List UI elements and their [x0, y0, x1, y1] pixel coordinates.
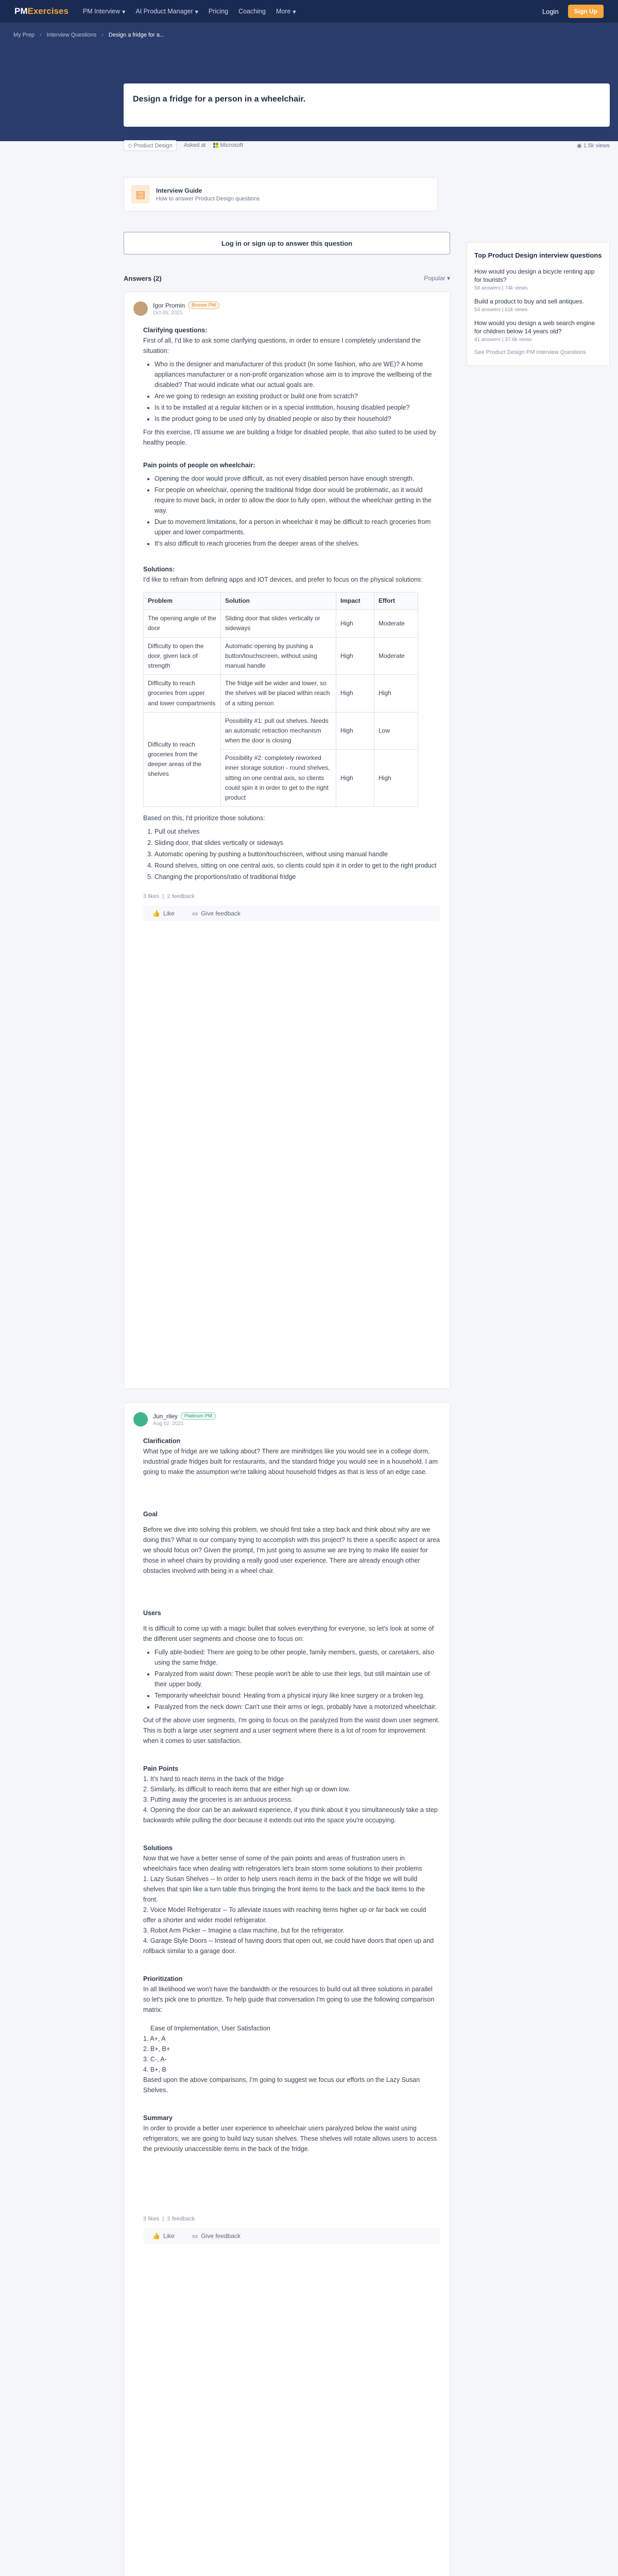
table-cell: High [336, 637, 374, 675]
paragraph: It is difficult to come up with a magic bullet that solves everything for everyone, so let's look at some of the different user segments and choose one to focus on: [143, 1625, 434, 1642]
give-feedback-button[interactable] [192, 910, 241, 917]
section-heading: Summary [143, 2114, 173, 2122]
view-count-text: 1.5k views [583, 142, 610, 149]
list-item: • It's also difficult to reach groceries from the deeper areas of the shelves. [154, 538, 440, 549]
table-cell: High [336, 610, 374, 637]
list-item: 5. Changing the proportions/ratio of traditional fridge [154, 872, 440, 882]
section-heading: Goal [143, 1511, 158, 1518]
table-cell: High [336, 750, 374, 807]
list-item: 1. Pull out shelves [154, 826, 440, 837]
list-item: 4. Round shelves, sitting on one central axis, so clients could spin it in order to get to the right product [154, 860, 440, 871]
eye-icon: ◉ [576, 142, 583, 149]
nav-menu [83, 8, 542, 15]
nav-coaching[interactable] [238, 8, 266, 15]
table-cell: Possibility #2: completely reworked inner storage solution - round shelves, sitting on one central axis, so clients could spin it in order to get to the right product [221, 750, 336, 807]
paragraph: For this exercise, I'll assume we are building a fridge for disabled people, that also suited to be used by healthy people. [143, 429, 436, 446]
table-cell: The fridge will be wider and lower, so the shelves will be placed within reach of a sitting person [221, 675, 336, 713]
breadcrumb-separator: › [39, 32, 42, 38]
paragraph: Based on this, I'd prioritize those solutions: [143, 815, 265, 822]
feedback-count[interactable]: 3 feedback [167, 2216, 195, 2222]
breadcrumb [13, 32, 605, 38]
table-row [144, 610, 418, 637]
avatar[interactable] [133, 1412, 148, 1427]
section-heading: Pain points of people on wheelchair: [143, 462, 255, 469]
nav-label: Pricing [208, 8, 229, 15]
nav-label: PM Interview [82, 8, 121, 15]
column-header: Solution [221, 592, 336, 610]
top-questions-sidebar [467, 242, 610, 366]
table-cell: High [336, 712, 374, 750]
list-item: • For people on wheelchair, opening the traditional fridge door would be problematic, as it would require to move back, in order to allow the door to fully open, without the wheelchair getting in the way. [154, 485, 440, 516]
sidebar-question-link[interactable]: How would you design a bicycle renting app for tourists? [474, 267, 595, 283]
list-item: • Temporarily wheelchair bound: Healing from a physical injury like knee surgery or a broken leg. [154, 1690, 440, 1701]
comment-icon: ▭ [192, 2232, 198, 2240]
table-cell: Difficulty to reach groceries from the deeper areas of the shelves [144, 712, 221, 807]
feedback-label: Give feedback [201, 2232, 241, 2240]
chevron-down-icon: ▾ [447, 275, 450, 282]
avatar[interactable] [133, 301, 148, 316]
author-name[interactable]: Igor Promin [153, 301, 185, 309]
paragraph: 1. A+, A [143, 2035, 166, 2042]
table-header-row [144, 592, 418, 610]
section-heading: Solutions [143, 1844, 173, 1852]
list-item: 2. Sliding door, that slides vertically or sideways [154, 838, 440, 848]
bullet-list [154, 1647, 440, 1712]
chevron-down-icon: ▾ [293, 8, 296, 15]
answer-header [133, 301, 440, 316]
section-heading: Pain Points [143, 1765, 179, 1772]
section-heading: Prioritization [143, 1975, 183, 1982]
list-item: • Paralyzed from the neck down: Can't use their arms or legs, probably have a motorized wheelchair. [154, 1702, 440, 1712]
list-item: • Is the product going to be used only by disabled people or also by their household? [154, 414, 440, 424]
table-cell: High [374, 750, 418, 807]
answer-actions [143, 906, 440, 921]
answers-header [124, 275, 450, 282]
signup-button[interactable]: Sign Up [568, 5, 604, 18]
answer-date: Oct 05, 2021 [153, 310, 183, 316]
like-label: Like [163, 910, 175, 918]
table-cell: Automatic opening by pushing a button/touchscreen, without using manual handle [221, 637, 336, 675]
list-item: 3. Automatic opening by pushing a button/touchscreen, without using manual handle [154, 849, 440, 859]
paragraph: 4. Opening the door can be an awkward experience, if you think about it you simultaneously take a step backwards while pulling the door because it extends out into the space you're occupying. [143, 1806, 438, 1824]
author-name[interactable]: Jun_riley [153, 1412, 178, 1420]
list-item: • Due to movement limitations, for a person in wheelchair it may be difficult to reach groceries from upper and lower compartments. [154, 517, 440, 537]
list-item: • Opening the door would prove difficult, as not every disabled person have enough strength. [154, 473, 440, 484]
section-heading: Users [143, 1609, 161, 1617]
breadcrumb-current: Design a fridge for a... [108, 32, 165, 38]
answer-stats: 3 likes | 2 feedback [143, 893, 195, 900]
chevron-down-icon: ▾ [195, 8, 198, 15]
nav-more[interactable] [276, 8, 296, 15]
answer-body [133, 325, 440, 882]
table-cell: Possibility #1: pull out shelves. Needs an automatic retraction mechanism when the door is closing [221, 712, 336, 750]
microsoft-logo-icon [213, 143, 218, 148]
question-meta [124, 135, 610, 156]
paragraph: 1. It's hard to reach items in the back of the fridge [143, 1775, 284, 1783]
sort-dropdown[interactable] [424, 275, 450, 282]
interview-guide-card[interactable] [124, 177, 438, 211]
answer-header [133, 1412, 440, 1427]
paragraph: 2. Voice Model Refrigerator -- To alleviate issues with reaching items higher up or far back we could offer a shorter and wider model refrigerator. [143, 1906, 426, 1924]
paragraph: 3. Robot Arm Picker -- Imagine a claw machine, but for the refrigerator. [143, 1927, 345, 1934]
table-cell: Difficulty to reach groceries from upper and lower compartments [144, 675, 221, 713]
book-icon: ▤ [131, 185, 150, 204]
feedback-label: Give feedback [201, 910, 241, 918]
nav-pricing[interactable] [209, 8, 228, 15]
sidebar-question-meta: 58 answers | 74k views [474, 285, 528, 291]
view-count [577, 142, 610, 149]
sidebar-question-link[interactable]: Build a product to buy and sell antiques. [474, 297, 584, 305]
paragraph: 2. B+, B+ [143, 2045, 170, 2053]
thumbs-up-icon: 👍 [152, 2232, 160, 2240]
paragraph: In all likelihood we won't have the bandwidth or the resources to build out all three solutions in parallel so let's pick one to prioritize. To help guide that conversation I'm going to use the following comparison matrix: [143, 1986, 435, 2013]
paragraph: 2. Similarly, its difficult to reach items that are either high up or down low. [143, 1786, 350, 1793]
paragraph: First of all, I'd like to ask some clarifying questions, in order to ensure I completely understand the situation: [143, 337, 421, 354]
paragraph: Based upon the above comparisons, I'm going to suggest we focus our efforts on the Lazy Susan Shelves. [143, 2076, 420, 2094]
section-heading: Clarifying questions: [143, 327, 208, 334]
breadcrumb-separator: › [101, 32, 104, 38]
company-microsoft[interactable] [213, 142, 244, 148]
answer-body [133, 1436, 440, 2154]
nav-pm-interview[interactable] [83, 8, 126, 15]
badge: Bronze PM [188, 301, 219, 309]
asked-at-label: Asked at [183, 142, 206, 148]
paragraph: I'd like to refrain from defining apps and IOT devices, and prefer to focus on the physical solutions: [143, 576, 423, 583]
sidebar-question-meta: 41 answers | 37.6k views [474, 337, 532, 343]
tag-label: Product Design [133, 142, 173, 149]
like-label: Like [163, 2232, 175, 2240]
nav-label: AI Product Manager [135, 8, 193, 15]
like-button[interactable] [152, 2232, 175, 2240]
table-row [144, 675, 418, 713]
section-heading: Solutions: [143, 566, 175, 573]
like-button[interactable] [152, 910, 175, 917]
paragraph: In order to provide a better user experience to wheelchair users paralyzed below the waist using refrigerators, we are going to build lazy susan shelves. These shelves will rotate allows users to access the previously unaccessible items in the back of the fridge. [143, 2125, 437, 2153]
table-cell: Sliding door that slides vertically or sideways [221, 610, 336, 637]
paragraph: Out of the above user segments, I'm going to focus on the paralyzed from the waist down user segment. This is both a large user segment and a user segment where there is a lot of room for improvement when it comes to user satisfaction. [143, 1717, 440, 1744]
question-tag[interactable] [124, 140, 177, 151]
numbered-list [154, 826, 440, 882]
answer-card [124, 292, 450, 1389]
list-item: • Paralyzed from waist down: These people won't be able to use their legs, but still maintain use of their upper body. [154, 1669, 440, 1689]
breadcrumb-item[interactable]: My Prep [13, 32, 35, 38]
company-name: Microsoft [220, 142, 244, 148]
section-heading: Clarification [143, 1437, 181, 1445]
paragraph: 3. Putting away the groceries is an arduous process. [143, 1796, 293, 1803]
logo[interactable] [14, 6, 68, 16]
list-item: • Is it to be installed at a regular kitchen or in a special institution, housing disabled people? [154, 402, 440, 413]
answer-date: Aug 02, 2021 [153, 1421, 184, 1427]
sidebar-title: Top Product Design interview questions [474, 251, 602, 259]
comment-icon: ▭ [192, 910, 198, 918]
badge: Platinum PM [181, 1412, 216, 1420]
table-row [144, 637, 418, 675]
paragraph: 4. B+, B [143, 2066, 166, 2073]
table-row [144, 712, 418, 750]
paragraph: Ease of Implementation, User Satisfaction [150, 2025, 270, 2032]
column-header: Problem [144, 592, 221, 610]
paragraph: Before we dive into solving this problem, we should first take a step back and think about why are we doing this? What is our company trying to accomplish with this project? Is there a specific aspect or area we should focus on? Given the prompt, I'm just going to assume we are trying to make life easier for those in wheel chairs by providing a really good user experience. There are already enough other obstacles involved with being in a wheel chair. [143, 1526, 440, 1574]
nav-ai-pm[interactable] [135, 8, 198, 15]
answers-count: Answers (2) [124, 275, 162, 282]
answer-stats: 3 likes | 3 feedback [143, 2216, 195, 2222]
paragraph: Now that we have a better sense of some of the pain points and areas of frustration users in wheelchairs face when dealing with refrigerators let's brain storm some solutions to their problems [143, 1855, 422, 1872]
table-cell: High [336, 675, 374, 713]
nav-label: Coaching [238, 8, 266, 15]
answer-actions [143, 2228, 440, 2244]
thumbs-up-icon: 👍 [152, 910, 160, 918]
question-title: Design a fridge for a person in a wheelchair. [133, 95, 306, 104]
like-count: 3 likes [143, 893, 160, 900]
list-item: • Are we going to redesign an existing product or build one from scratch? [154, 391, 440, 401]
sidebar-question-link[interactable]: How would you design a web search engine for children below 14 years old? [474, 319, 595, 335]
breadcrumb-item[interactable]: Interview Questions [46, 32, 97, 38]
question-card [124, 83, 610, 127]
see-all-link[interactable]: See Product Design PM interview Questions [474, 349, 586, 356]
like-count: 3 likes [143, 2216, 160, 2222]
sort-label: Popular [424, 275, 445, 282]
top-navbar [0, 0, 618, 23]
guide-subtitle: How to answer Product Design questions [156, 195, 260, 202]
solutions-table [143, 592, 418, 807]
nav-label: More [276, 8, 291, 15]
paragraph: What type of fridge are we talking about? There are minifridges like you would see in a college dorm, industrial grade fridges built for restaurants, and the standard fridge you would see in a household. I am going to make the assumption we're talking about household fridges as that is less of an edge case. [143, 1448, 438, 1476]
logo-pm: PM [14, 6, 28, 16]
paragraph: 3. C-, A- [143, 2056, 167, 2063]
paragraph: 4. Garage Style Doors -- Instead of having doors that open out, we could have doors that open up and rollback similar to a garage door. [143, 1937, 434, 1955]
bullet-list [154, 359, 440, 424]
list-item: • Who is the designer and manufacturer of this product (In some fashion, who are WE)? A home appliances manufacturer or a non-profit organization whose aim is to improve the wellbeing of the disabled? That would indicate what our actual goals are. [154, 359, 440, 390]
paragraph: 1. Lazy Susan Shelves -- In order to help users reach items in the back of the fridge we will build shelves that spin like a turn table thus bringing the front items to the back and the back items to the front. [143, 1875, 425, 1903]
feedback-count[interactable]: 2 feedback [167, 893, 195, 900]
table-cell: Low [374, 712, 418, 750]
list-item: • Fully able-bodied: There are going to be other people, family members, guests, or caretakers, also using the same fridge. [154, 1647, 440, 1668]
table-cell: The opening angle of the door [144, 610, 221, 637]
sidebar-question-meta: 54 answers | 61k views [474, 307, 528, 313]
table-cell: Difficulty to open the door, given lack of strength [144, 637, 221, 675]
table-cell: Moderate [374, 637, 418, 675]
column-header: Impact [336, 592, 374, 610]
login-button[interactable]: Login [542, 7, 559, 15]
tag-icon: ◇ [128, 142, 134, 149]
chevron-down-icon: ▾ [122, 8, 126, 15]
logo-text: Exercises [27, 6, 68, 16]
login-to-answer-button[interactable]: Log in or sign up to answer this question [124, 232, 450, 255]
bullet-list [154, 473, 440, 549]
table-cell: High [374, 675, 418, 713]
column-header: Effort [374, 592, 418, 610]
guide-title: Interview Guide [156, 187, 202, 194]
answer-card [124, 1402, 450, 2576]
table-cell: Moderate [374, 610, 418, 637]
give-feedback-button[interactable] [192, 2232, 241, 2240]
